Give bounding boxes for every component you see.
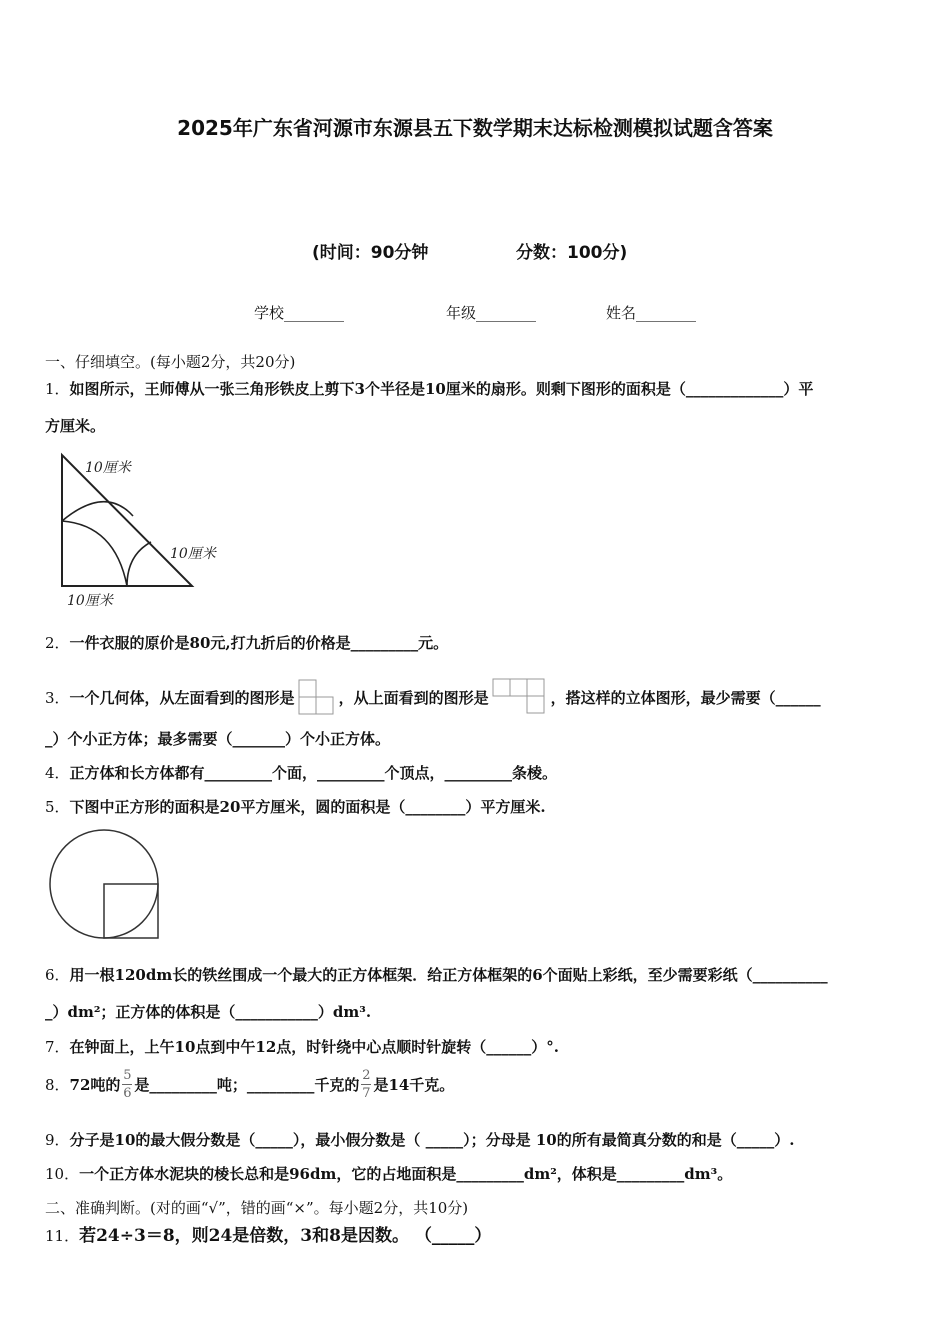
question-number: 10． [45, 1165, 80, 1183]
question-number: 2． [45, 634, 70, 652]
question-3-continued: _）个小正方体；最多需要（_______）个小正方体。 [45, 730, 391, 748]
document-title: 2025年广东省河源市东源县五下数学期末达标检测模拟试题含答案 [177, 116, 773, 140]
question-text: 如图所示，王师傅从一张三角形铁皮上剪下3个半径是10厘米的扇形。则剩下图形的面积是（_____________）平 [69, 380, 814, 398]
question-text: 在钟面上，上午10点到中午12点，时针绕中心点顺时针旋转（______）°. [69, 1038, 560, 1056]
question-number: 5． [45, 798, 70, 816]
triangle-sectors-figure [55, 450, 245, 610]
question-text-part3: ，搭这样的立体图形，最少需要（______ [550, 688, 821, 707]
question-4 [45, 762, 557, 783]
question-2 [45, 632, 448, 653]
name-field: 姓名________ [606, 304, 697, 322]
question-7 [45, 1036, 559, 1057]
question-9 [45, 1129, 794, 1150]
fraction-5-6: $\frac{5}{6}$ [123, 1067, 132, 1101]
school-field: 学校________ [254, 304, 345, 322]
question-number: 11． [45, 1227, 80, 1245]
question-5 [45, 796, 546, 817]
question-10 [45, 1163, 732, 1184]
question-8 [45, 1064, 454, 1104]
grade-field: 年级________ [446, 304, 537, 322]
exam-score: 分数：100分) [516, 243, 628, 263]
label-top: 10厘米 [85, 460, 131, 476]
fraction-2-7: $\frac{2}{7}$ [362, 1067, 371, 1101]
question-1 [45, 378, 813, 399]
top-view-figure [491, 678, 549, 716]
question-1-continued: 方厘米。 [45, 417, 106, 435]
question-text: 用一根120dm长的铁丝围成一个最大的正方体框架．给正方体框架的6个面贴上彩纸，至少需要彩纸（__________ [69, 966, 828, 984]
sector-arc-top [62, 502, 133, 521]
question-11 [45, 1221, 491, 1246]
question-text: 一件衣服的原价是80元,打九折后的价格是_________元。 [69, 634, 449, 652]
question-text: 下图中正方形的面积是20平方厘米，圆的面积是（________）平方厘米. [69, 798, 546, 816]
question-text: 一个正方体水泥块的棱长总和是96dm，它的占地面积是_________dm²，体积是_________dm³。 [79, 1165, 733, 1183]
question-text: 正方体和长方体都有_________个面，_________个顶点，_________条棱。 [69, 764, 558, 782]
exam-time: (时间：90分钟 [312, 243, 429, 263]
question-text-part2: ，从上面看到的图形是 [338, 688, 489, 707]
question-number: 9． [45, 1131, 70, 1149]
question-3 [45, 678, 821, 716]
question-number: 7． [45, 1038, 70, 1056]
question-text-part1: 一个几何体，从左面看到的图形是 [69, 688, 295, 707]
question-number: 3． [45, 688, 70, 707]
circle-square-figure [46, 827, 162, 943]
question-text-part3: 是14千克。 [373, 1075, 455, 1094]
question-number: 4． [45, 764, 70, 782]
left-view-figure [297, 679, 337, 715]
question-number: 1． [45, 380, 70, 398]
label-hypotenuse: 10厘米 [170, 546, 216, 562]
question-number: 8． [45, 1075, 70, 1094]
question-text: 分子是10的最大假分数是（_____），最小假分数是（ _____）；分母是 10的所有最简真分数的和是（_____）. [69, 1131, 795, 1149]
question-number: 6． [45, 966, 70, 984]
question-text: 若24÷3＝8，则24是倍数，3和8是因数。 （_____） [79, 1226, 492, 1246]
section-1-heading: 一、仔细填空。(每小题2分，共20分) [45, 353, 296, 371]
sector-arc-left [62, 521, 127, 586]
question-6-continued: _）dm²；正方体的体积是（___________）dm³. [45, 1003, 372, 1021]
sector-arc-right [127, 542, 151, 586]
label-bottom: 10厘米 [67, 593, 113, 609]
section-2-heading: 二、准确判断。(对的画“√”，错的画“×”。每小题2分，共10分) [45, 1199, 469, 1217]
question-text-part2: 是_________吨；_________千克的 [134, 1075, 360, 1094]
question-text-part1: 72吨的 [69, 1075, 121, 1094]
question-6 [45, 964, 828, 985]
